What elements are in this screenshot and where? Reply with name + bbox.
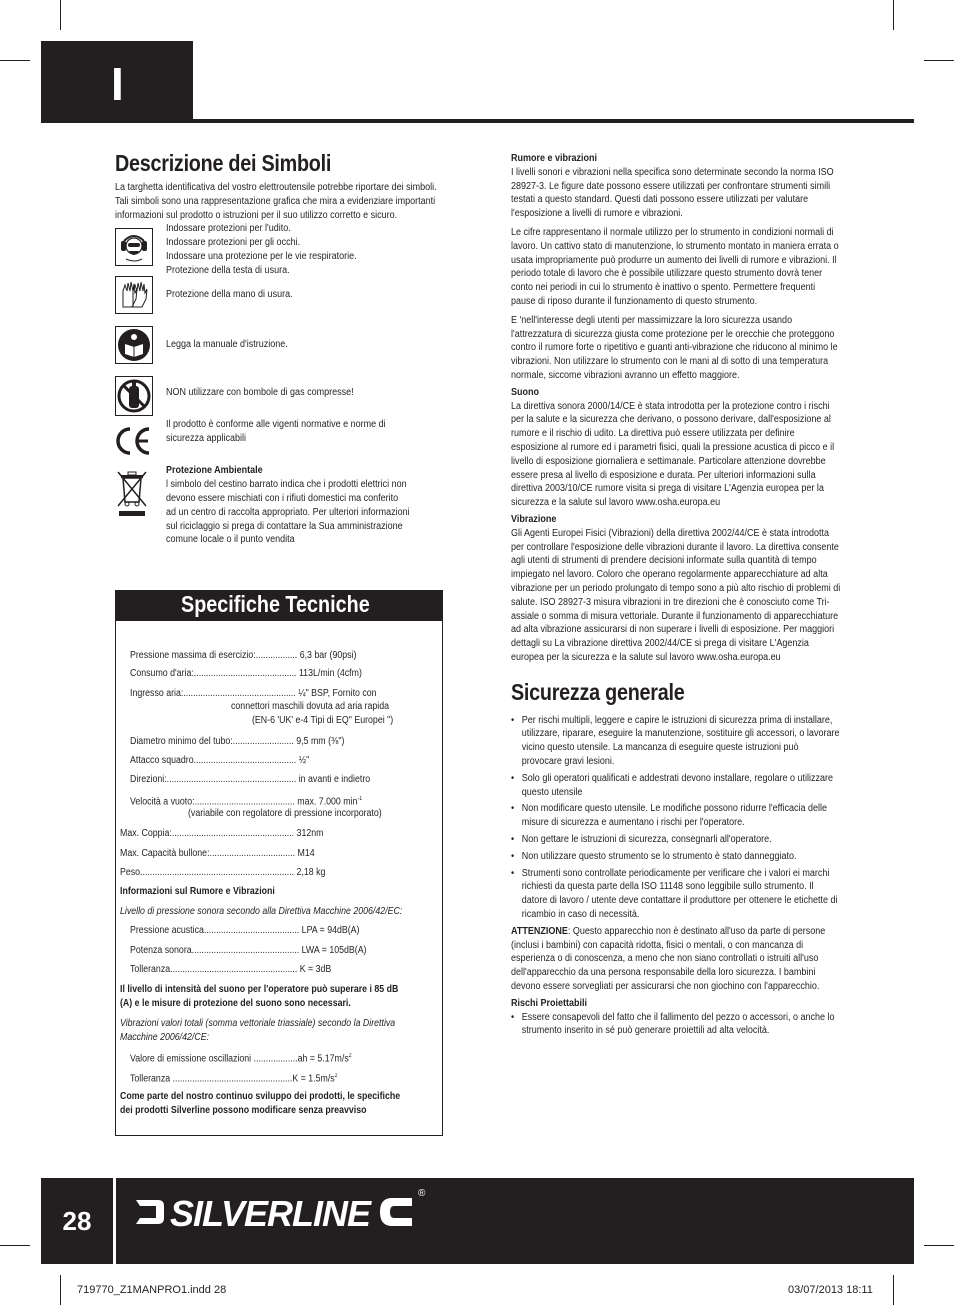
date-slug: 03/07/2013 18:11 [788,1284,873,1296]
disclaimer: dei prodotti Silverline possono modificare senza preavviso [120,1105,367,1116]
spec-row: Tolleranza.................................................... K = 3dB [130,964,332,975]
read-manual-icon [115,326,153,364]
spec-row: Velocità a vuoto:......................................... max. 7.000 $\min^{-1}$ [130,796,363,808]
symbols-list [115,224,445,564]
crop-mark [0,1245,30,1246]
symbol-text: Il prodotto è conforme alle vigenti normative e norme di sicurezza applicabili [166,419,386,445]
specs-header [115,590,443,620]
spec-row: Max. Capacità bullone:................................... M14 [120,848,315,859]
symbol-text: Indossare protezioni per l'udito. Indossare protezioni per gli occhi. Indossare una protezione per le vie respiratorie. Protezione della testa di usura. [166,223,357,276]
no-gas-cylinder-icon [115,376,153,416]
vibration-intro: Vibrazioni valori totali (somma vettoriale triassiale) secondo la Direttiva [120,1018,396,1029]
safety-bullet: • Strumenti sono controllate periodicamente per verificare che i valori ei marchi richiesti da questa parte della ISO 11148 sono leggibile sullo strumento. Il datore di lavoro / utente deve contattare il produttore per ottenere le etichette di ricambio in caso di necessità. [511,867,841,922]
spec-row: Valore di emissione oscillazioni $..................ah = 5.17m/s^2$ [130,1053,352,1065]
silverline-logo [130,1182,430,1242]
safety-bullet: • Solo gli operatori qualificati e addestrati devono installare, regolare o utilizzare questo utensile [511,772,841,800]
vibration-paragraph: Gli Agenti Europei Fisici (Vibrazioni) della direttiva 2002/44/CE è stata introdotta per controllare l'esposizione delle vibrazioni durante il lavoro. La direttiva consente agli utenti di strumenti di prendere decisioni informate sulla quantità di tempo impiegato nel lavoro. Coloro che operano regolarmente apparecchiature ad alta vibrazione per un periodo prolungato di tempo sono a più alto rischio di problemi di salute. ISO 28927-3 misura vibrazioni in tre direzioni che è conosciuto come Tri-assiale o somma di misura vettoriale. Durante il funzionamento di apparecchiature ad alta vibrazione assicurarsi di non superare i livelli di esposizione. Per maggiori dettagli su La vibrazione direttiva 2002/44/CE si prega di visitare L'Agenzia europea per la sicurezza e la salute sul lavoro www.osha.europa.eu [511,527,841,663]
gloves-icon [115,276,153,314]
weee-bin-icon [115,468,149,523]
noise-title: Informazioni sul Rumore e Vibrazioni [120,886,275,897]
safety-bullet: • Non modificare questo utensile. Le modifiche possono ridurre l'efficacia delle misure di sicurezza e aumentano i rischi per l'operatore. [511,802,841,830]
spec-row: Attacco squadro.......................................... ½" [130,755,310,766]
specs-table [115,620,443,1136]
brand-wordmark: SILVERLINE [170,1193,371,1234]
symbol-text: Protezione della mano di usura. [166,289,293,301]
spec-row: Pressione massima di esercizio:................. 6,3 bar (90psi) [130,650,357,661]
footer-divider [113,1178,116,1264]
disclaimer: Come parte del nostro continuo sviluppo dei prodotti, le specifiche [120,1091,401,1102]
crop-mark [0,60,30,61]
spec-row-continued: (variabile con regolatore di pressione incorporato) [188,808,382,819]
spec-row-continued: connettori maschili dovuta ad aria rapida [231,701,390,712]
crop-mark [60,0,61,30]
noise-warning: Il livello di intensità del suono per l'operatore può superare i 85 dB [120,984,399,995]
crop-mark [924,1245,954,1246]
spec-row: Direzioni:..................................................... in avanti e indietro [130,774,371,785]
header-rule [193,119,914,123]
noise-warning: (A) e le misure di protezione del suono sono necessari. [120,998,351,1009]
file-slug: 719770_Z1MANPRO1.indd 28 [77,1284,227,1296]
noise-vibration-title: Rumore e vibrazioni [511,153,598,164]
symbol-text: Legga la manuale d'istruzione. [166,339,288,351]
spec-row-continued: (EN-6 'UK' e-4 Tipi di EQ" Europei ") [252,715,394,726]
spec-row: Pressione acustica....................................... LPA = 94dB(A) [130,925,360,936]
right-column [511,152,841,1041]
language-code: I [111,58,124,110]
symbols-intro: La targhetta identificativa del vostro elettroutensile potrebbe riportare dei simboli. Tali simboli sono una rappresentazione grafica che mira a evidenziare importanti informazioni sul prodotto o istruzioni per il suo utilizzo corretto e sicuro. [115,182,437,221]
page-number: 28 [62,1205,92,1236]
sound-paragraph: La direttiva sonora 2000/14/CE è stata introdotta per la protezione contro i rischi per la salute e la sicurezza che derivano, o possono derivare, dall'esposizione al rumore e il rischio di udito. La direttiva può essere utilizzata per definire esposizione al rumore ed i parametri fisici, quali la pressione acustica di picco e il livello di esposizione giornaliera e settimanale. Particolare attenzione dovrebbe essere presa al livello di esposizione e durata. Per ulteriori informazioni sulla direttiva 2003/10/CE rumore visita si prega di visitare L'Agenzia europea per la sicurezza e la salute sul lavoro www.osha.europa.eu [511,400,835,509]
safety-bullet: • Per rischi multipli, leggere e capire le istruzioni di sicurezza prima di installare, utilizzare, riparare, eseguire la manutenzione, sostituire gli accessori, o lavorare vicino questo utensile. La mancanza di eseguire queste istruzioni può provocare gravi lesioni. [511,714,841,769]
spec-row: Tolleranza $.................................................K = 1.5m/s^2$ [130,1073,338,1085]
safety-bullet: • Non gettare le istruzioni di sicurezza, consegnarli all'operatore. [511,833,841,847]
safety-list [511,714,841,922]
symbol-text: NON utilizzare con bombole di gas compresse! [166,387,354,399]
spec-row: Max. Coppia:.................................................. 312nm [120,828,324,839]
language-tab [41,41,193,123]
crop-mark [60,1275,61,1305]
noise-intro: Livello di pressione sonora secondo alla Direttiva Macchine 2006/42/EC: [120,906,403,917]
noise-paragraph: Le cifre rappresentano il normale utilizzo per lo strumento in condizioni normali di lavoro. Un cattivo stato di manutenzione, lo strumento montato in maniera errata o usata impropriamente può produrre un aumento dei livelli di rumore e vibrazioni. Il periodo totale di lavoro che è possibile utilizzare questo strumento dovrà tener conto nei periodi in cui lo strumento è inattivo o spento. Permettere frequenti pause di riposo durante il funzionamento di questo strumento. [511,226,839,307]
spec-row: Peso............................................................... 2,18 kg [120,867,326,878]
noise-paragraph: E 'nell'interesse degli utenti per massimizzare la loro sicurezza usando l'attrezzatura di sicurezza giusta come protezione per le orecchie che proteggono contro il rumore forte o ripetitivo e guanti anti-vibrazione che riducono al minimo le vibrazioni. Non utilizzare lo strumento con le mani al di sotto di una temperatura normale, siccome vibrazioni avranno un effetto maggiore. [511,314,838,381]
crop-mark [924,60,954,61]
spec-row: Potenza sonora............................................ LWA = 105dB(A) [130,945,367,956]
noise-paragraph: I livelli sonori e vibrazioni nella specifica sono determinate secondo la norma ISO 28927-3. Le figure date possono essere utilizzati per confrontare strumenti simili testati a questo standard. Questi dati possono essere utilizzati per valutare l'esposizione a livelli di rumore e vibrazioni. [511,166,834,220]
spec-row: Ingresso aria:.............................................. ¼" BSP, Fornito con [130,688,377,699]
vibration-title: Vibrazione [511,513,557,525]
specs-title: Specifiche Tecniche [181,591,370,617]
ppe-ear-eye-mask-helmet-icon [115,228,153,266]
symbols-title: Descrizione dei Simboli [115,150,332,176]
left-column [115,150,445,564]
ce-mark-icon [111,424,155,463]
crop-mark [893,0,894,30]
spec-row: Consumo d'aria:.......................................... 113L/min (4cfm) [130,668,362,679]
safety-title: Sicurezza generale [511,678,685,705]
safety-bullet: • Non utilizzare questo strumento se lo strumento è stato danneggiato. [511,850,841,864]
projectiles-title: Rischi Proiettabili [511,997,588,1009]
vibration-intro: Macchine 2006/42/CE: [120,1032,210,1043]
symbol-text: Protezione Ambientale l simbolo del cestino barrato indica che i prodotti elettrici non devono essere mischiati con i rifiuti domestici ma conferito ad un centro di raccolta appropriato. Per ulteriori informazioni sul riciclaggio si prega di contattare la Sua amministrazione comune locale o il punto vendita [166,465,410,546]
attention-paragraph: ATTENZIONE: Questo apparecchio non è destinato all'uso da parte di persone (inclusi i bambini) con capacità ridotta, fisici o mentali, o con mancanza di esperienza o di conoscenza, a meno che non siano controllati o istruiti all'uso dell'apparecchio da una persona responsabile della loro sicurezza. I bambini devono essere sorvegliati per assicurarsi che non giochino con l'apparecchio. [511,925,826,993]
crop-mark [893,1275,894,1305]
projectiles-bullet: • Essere consapevoli del fatto che il fallimento del pezzo o accessori, o anche lo strumento inserito in sé può generare proiettili ad alta velocità. [511,1011,841,1039]
registered-mark: ® [418,1188,426,1199]
sound-title: Suono [511,386,539,398]
spec-row: Diametro minimo del tubo:......................... 9,5 mm (⅜") [130,736,345,747]
projectiles-list [511,1011,841,1039]
